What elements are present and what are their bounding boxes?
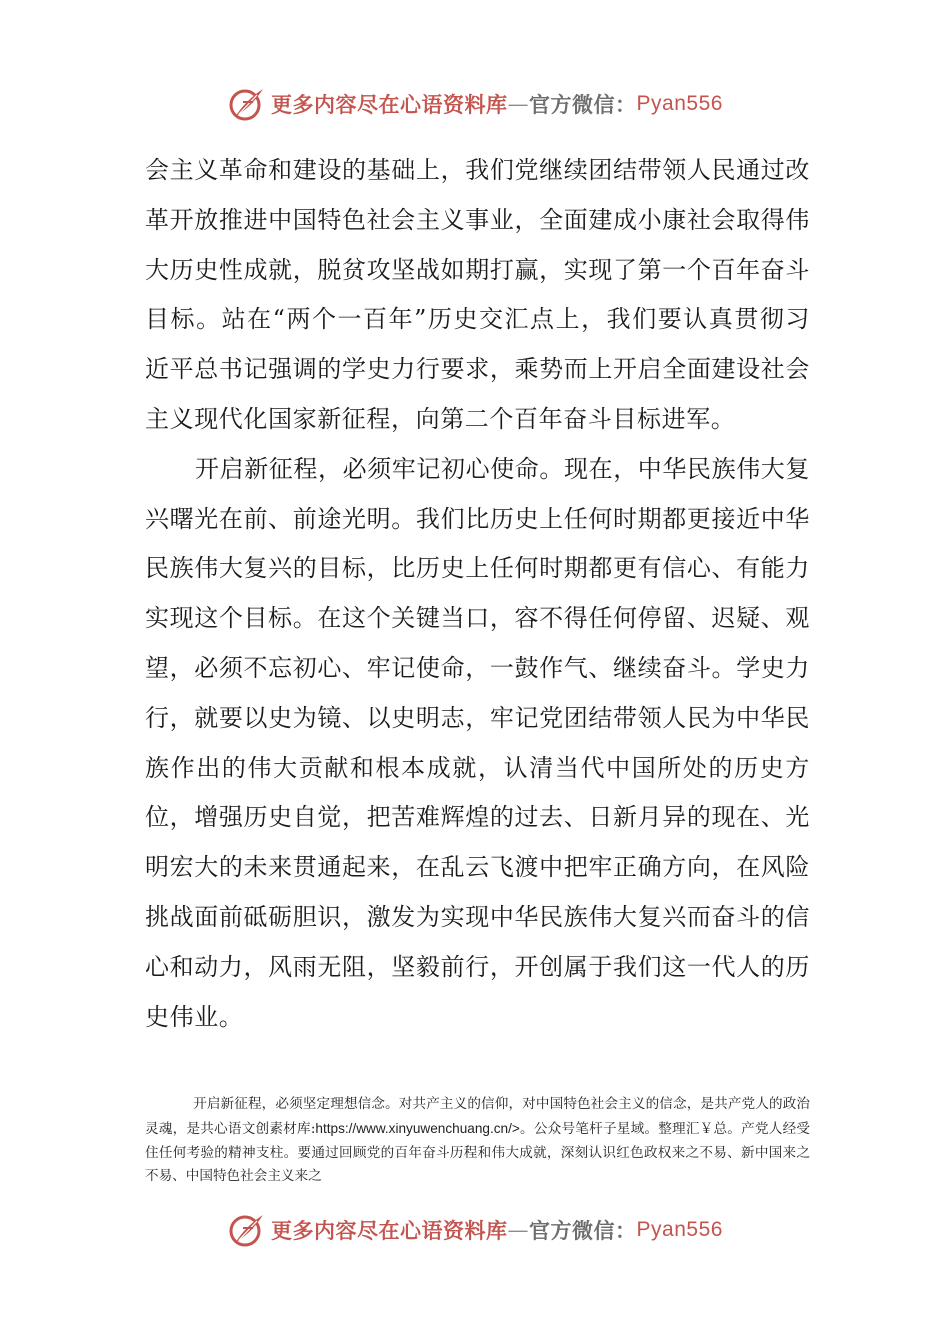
footer-banner [0,1208,950,1252]
footer-brand: 更多内容尽在心语资料库 [271,1218,508,1243]
small-print-paragraph [145,1093,810,1189]
header-brand: 更多内容尽在心语资料库 [271,92,508,117]
paragraph-1: 会主义革命和建设的基础上，我们党继续团结带领人民通过改革开放推进中国特色社会主义事业，全面建成小康社会取得伟大历史性成就，脱贫攻坚战如期打赢，实现了第一个百年奋斗目标。站在“两个一百年”历史交汇点上，我们要认真贯彻习近平总书记强调的学史力行要求，乘势而上开启全面建设社会主义现代化国家新征程，向第二个百年奋斗目标进军。 [145,156,810,433]
document-body [145,146,810,1042]
small-text-b: 。公众号笔杆子星域。整理汇￥总。产党人经受住任何考验的精神支柱。要通过回顾党的百年奋斗历程和伟大成就，深刻认识红色政权来之不易、新中国来之不易、中国特色社会主义来之 [145,1120,810,1185]
header-separator: — [507,92,530,116]
header-wechat-label: 官方微信： [529,92,637,117]
footer-wechat-label: 官方微信： [529,1218,637,1243]
paragraph-2: 开启新征程，必须牢记初心使命。现在，中华民族伟大复兴曙光在前、前途光明。我们比历史上任何时期都更接近中华民族伟大复兴的目标，比历史上任何时期都更有信心、有能力实现这个目标。在这个关键当口，容不得任何停留、迟疑、观望，必须不忘初心、牢记使命，一鼓作气、继续奋斗。学史力行，就要以史为镜、以史明志，牢记党团结带领人民为中华民族作出的伟大贡献和根本成就，认清当代中国所处的历史方位，增强历史自觉，把苦难辉煌的过去、日新月异的现在、光明宏大的未来贯通起来，在乱云飞渡中把牢正确方向，在风险挑战面前砥砺胆识，激发为实现中华民族伟大复兴而奋斗的信心和动力，风雨无阻，坚毅前行，开创属于我们这一代人的历史伟业。 [145,454,810,1031]
quill-logo-icon [227,1210,267,1250]
header-banner [0,82,950,126]
small-text-a: 开启新征程，必须坚定理想信念。对共产主义的信仰，对中国特色社会主义的信念，是共产党人的政治灵魂，是共心语文创素材库: [145,1096,810,1137]
source-url-text: https://www.xinyuwenchuang.cn/> [315,1120,520,1136]
header-wechat-id: Pyan556 [636,92,723,115]
footer-separator: — [507,1218,530,1242]
footer-wechat-id: Pyan556 [636,1218,723,1241]
quill-logo-icon [227,84,267,124]
